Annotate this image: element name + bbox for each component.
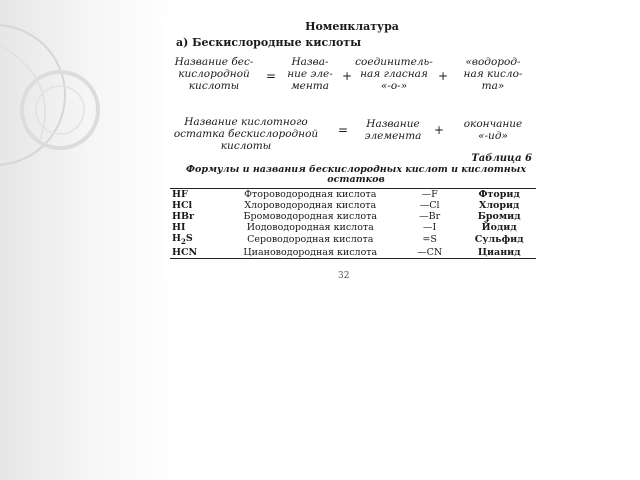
acid-name: Сероводородная кислота bbox=[247, 234, 374, 246]
table-row bbox=[170, 247, 536, 259]
formula1-plus-1: + bbox=[342, 69, 353, 83]
table-label: Таблица 6 bbox=[471, 153, 532, 164]
formula2-term-element-name: Название элемента bbox=[364, 118, 422, 142]
acid-residue: —F bbox=[397, 189, 462, 201]
table-caption: Формулы и названия бескислородных кислот и кислотных остатков bbox=[185, 164, 527, 185]
table-row bbox=[170, 211, 536, 222]
acid-formula: HF bbox=[170, 189, 224, 201]
table-row bbox=[170, 189, 536, 201]
acid-formula: HCl bbox=[172, 200, 193, 211]
formula2-term-ending-id: окончание «-ид» bbox=[463, 118, 523, 142]
acid-formula: HCN bbox=[170, 247, 224, 259]
formula1-term-hydrogen-acid: «водород- ная кисло- та» bbox=[463, 56, 523, 92]
formula2-term-residue-name: Название кислотного остатка бескислородной кислоты bbox=[173, 116, 319, 152]
acid-formula: HI bbox=[172, 222, 186, 233]
formula1-term-connecting-vowel: соединитель- ная гласная «-о-» bbox=[355, 56, 433, 92]
table-row bbox=[170, 222, 536, 233]
formula1-plus-2: + bbox=[438, 69, 449, 83]
formula1-equals: = bbox=[266, 69, 277, 83]
acid-residue: —Cl bbox=[419, 200, 440, 211]
section-title: а) Бескислородные кислоты bbox=[176, 36, 362, 49]
salt-name: Хлорид bbox=[478, 200, 520, 211]
table-row bbox=[170, 200, 536, 211]
formula1-term-acid-name: Название бес- кислородной кислоты bbox=[174, 56, 254, 92]
salt-name: Цианид bbox=[462, 247, 536, 259]
acid-formula: HBr bbox=[172, 211, 195, 222]
acids-table bbox=[170, 188, 536, 259]
acid-residue: —Br bbox=[419, 211, 441, 222]
salt-name: Бромид bbox=[477, 211, 521, 222]
acid-name: Циановодородная кислота bbox=[224, 247, 397, 259]
acid-residue: —I bbox=[423, 222, 437, 233]
acid-name: Иодоводородная кислота bbox=[246, 222, 374, 233]
page-number: 32 bbox=[338, 271, 350, 281]
salt-name: Сульфид bbox=[474, 234, 524, 246]
textbook-page bbox=[162, 20, 542, 281]
formula2-equals: = bbox=[338, 123, 349, 137]
acid-name: Хлороводородная кислота bbox=[244, 200, 377, 211]
acid-name: Фтороводородная кислота bbox=[224, 189, 397, 201]
page-title: Номенклатура bbox=[305, 20, 399, 33]
acid-name: Бромоводородная кислота bbox=[243, 211, 377, 222]
formula2-plus: + bbox=[434, 123, 445, 137]
acid-residue: —CN bbox=[397, 247, 462, 259]
formula1-term-element-name: Назва- ние эле- мента bbox=[287, 56, 333, 92]
acid-residue: =S bbox=[422, 234, 437, 246]
table-row bbox=[170, 233, 536, 247]
salt-name: Фторид bbox=[462, 189, 536, 201]
acid-formula: $H_2S$ bbox=[172, 233, 193, 246]
salt-name: Йодид bbox=[481, 222, 517, 233]
